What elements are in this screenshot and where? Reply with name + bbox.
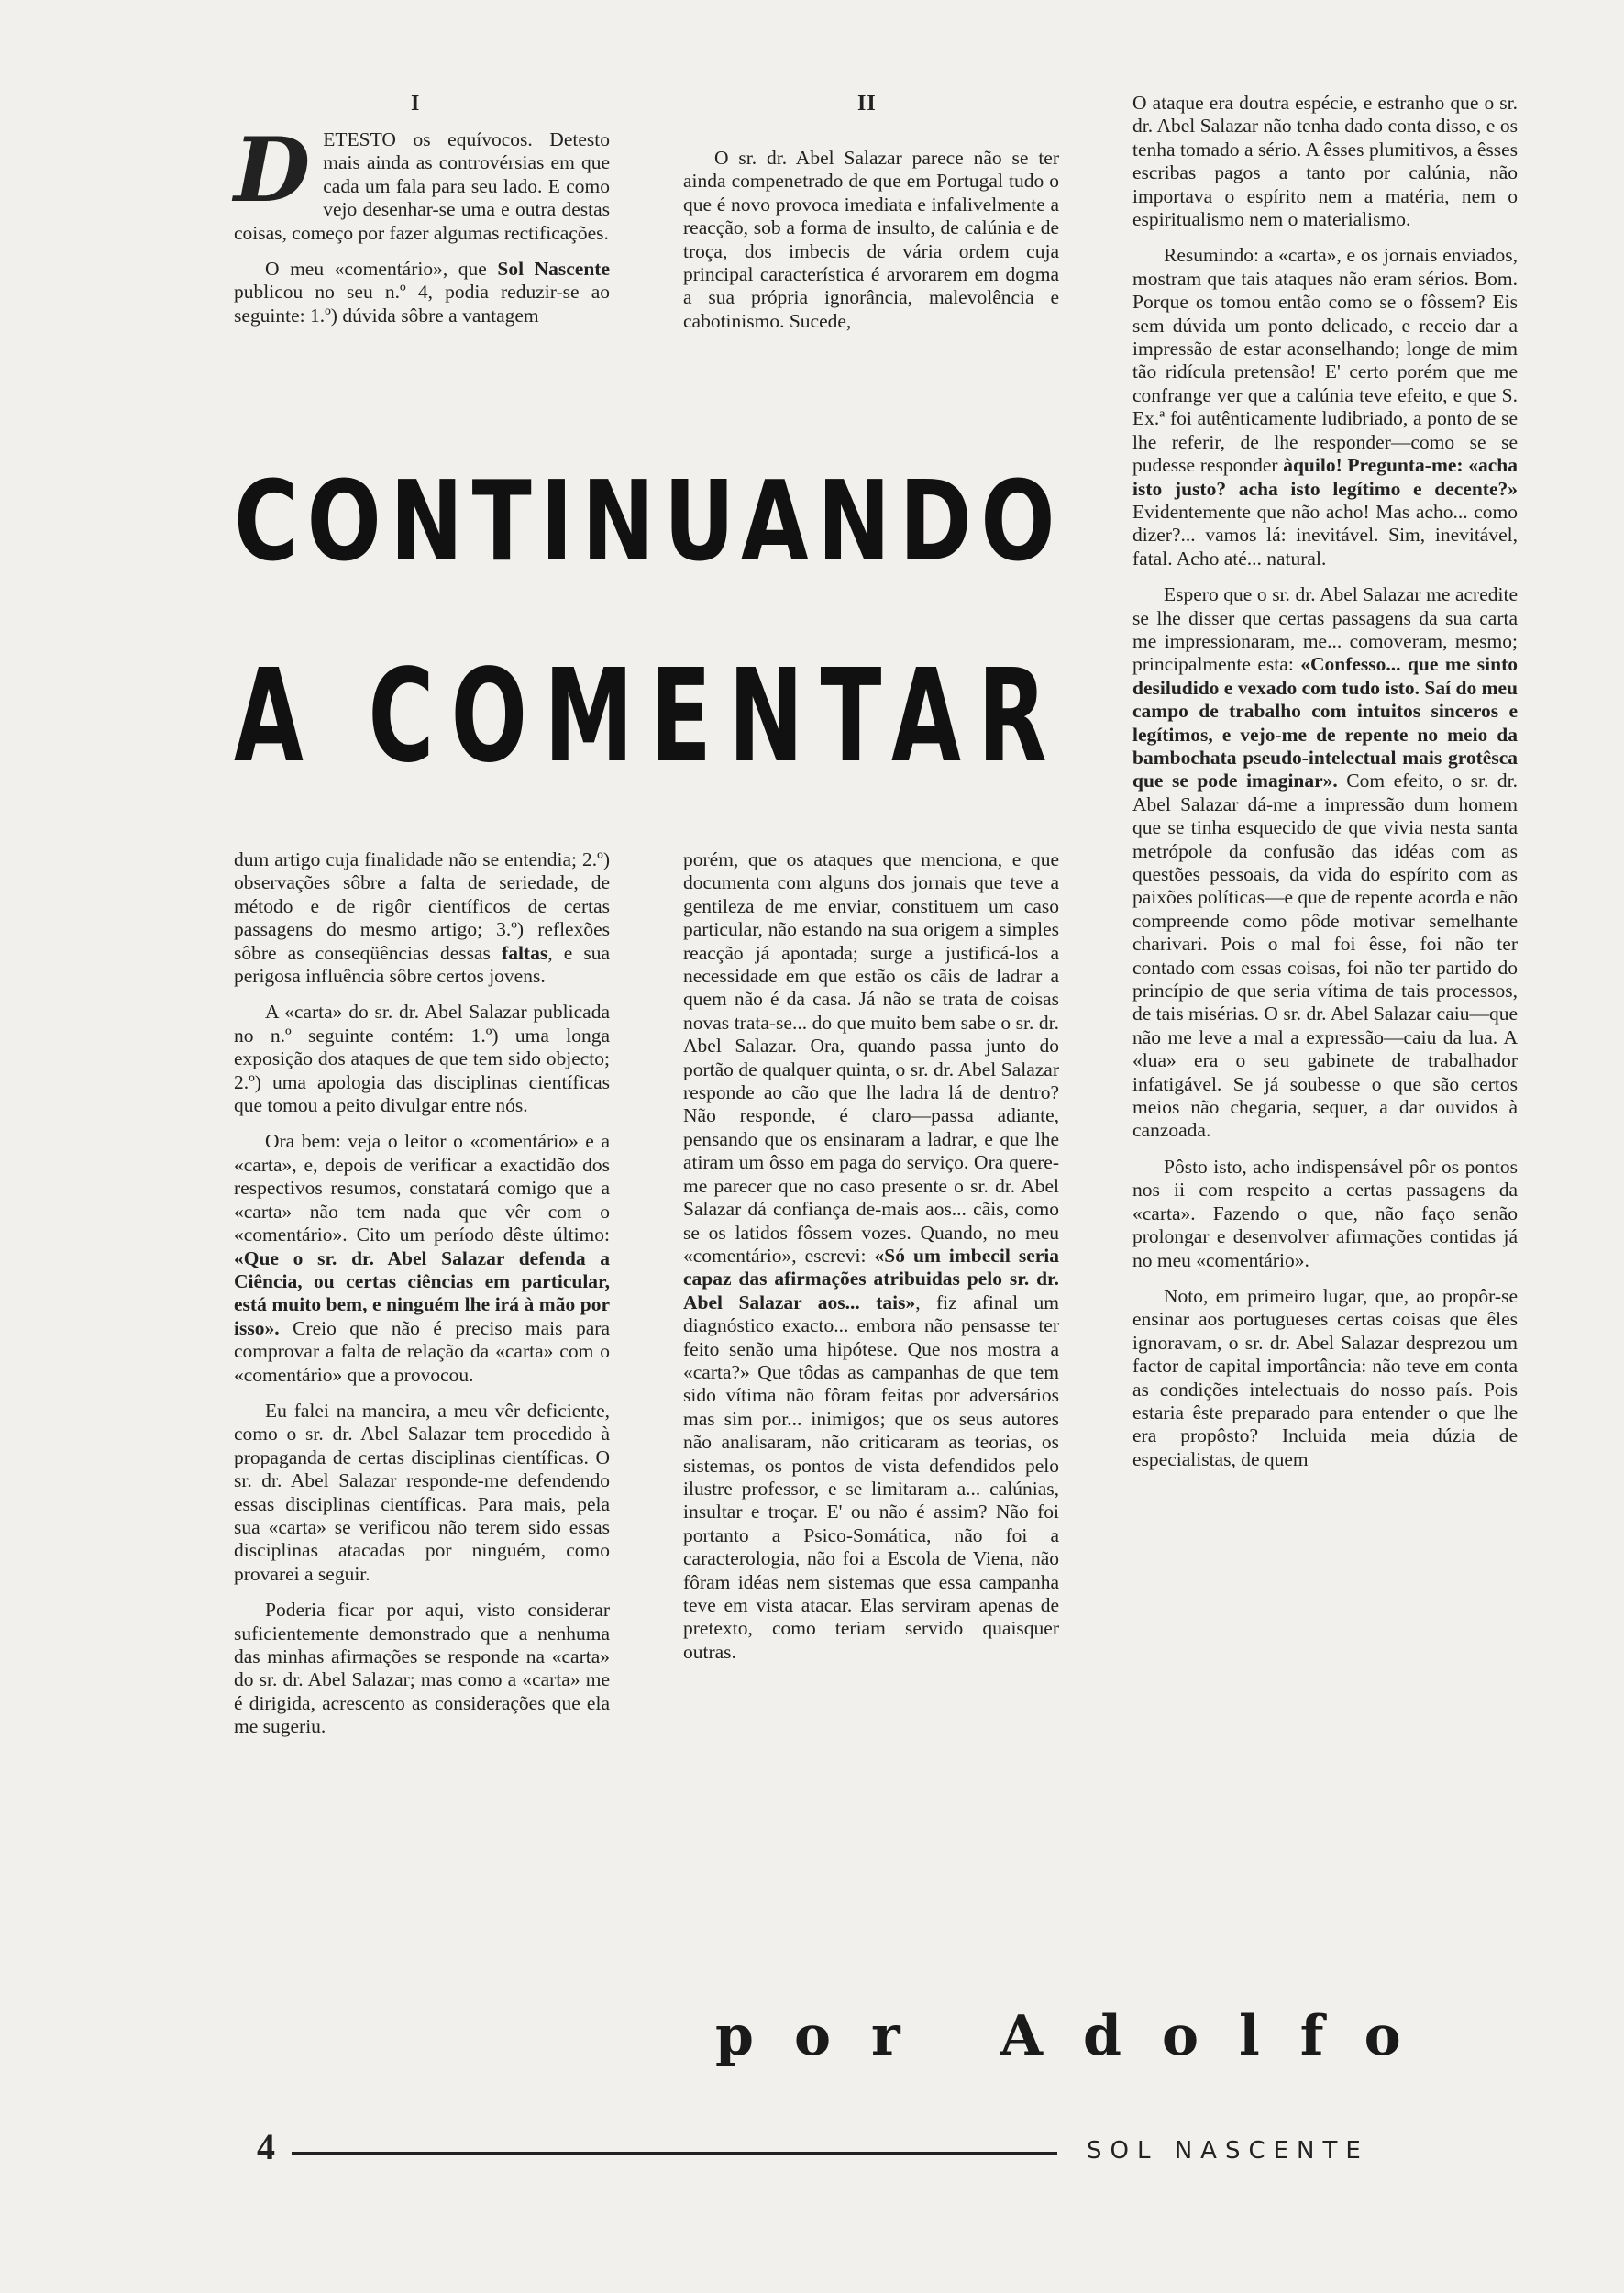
paragraph: Pôsto isto, acho indispensável pôr os pontos nos ii com respeito a certas passagens da «carta». Fazendo o que, não faço senão prolongar e desenvolver afirmações contidas já no meu «comentário». xyxy=(1132,1155,1518,1271)
column-one-bottom xyxy=(234,848,610,1752)
footer-publication-name: SOL NASCENTE xyxy=(1087,2137,1369,2165)
quote: «Só um imbecil seria capaz das afirmações atribuidas pelo sr. dr. Abel Salazar aos... tais» xyxy=(683,1244,1060,1313)
paragraph: dum artigo cuja finalidade não se entendia; 2.º) observações sôbre a falta de seriedade, de método e de rigôr científicos de certas passagens do mesmo artigo; 3.º) reflexões sôbre as conseqüências dessas faltas, e sua perigosa influência sôbre certos jovens. xyxy=(234,848,610,988)
column-two-bottom xyxy=(683,848,1059,1677)
quote: àquilo! Pregunta-me: «acha isto justo? acha isto legítimo e decente?» xyxy=(1132,454,1519,500)
paragraph: Espero que o sr. dr. Abel Salazar me acredite se lhe disser que certas passagens da sua carta me impressionaram, me... comoveram, mesmo; principalmente esta: «Confesso... que me sinto desiludido e vexado com tudo isto. Saí do meu campo de trabalho com intuitos sinceros e legítimos, e vejo-me de repente no meio da bambochata pseudo-intelectual mais grotêsca que se pode imaginar». Com efeito, o sr. dr. Abel Salazar dá-me a impressão dum homem que se tinha esquecido de que vivia nesta santa metrópole da confusão das idéas com as questões pessoais, da vida do espírito com as paixões políticas—e que de repente acorda e não compreende como pôde motivar semelhante charivari. Pois o mal foi êsse, foi não ter contado com essas coisas, foi não ter partido do princípio de que seria vítima de tais processos, de tais misérias. O sr. dr. Abel Salazar caiu—que não me leve a mal a expressão—caiu da lua. A «lua» era o seu gabinete de trabalhador infatigável. Se já soubesse o que são certos meios não chegaria, sequer, a dar ouvidos à canzoada. xyxy=(1132,583,1518,1142)
drop-cap: D xyxy=(234,118,311,222)
paragraph: Ora bem: veja o leitor o «comentário» e a «carta», e, depois de verificar a exactidão dos respectivos resumos, constatará comigo que a «carta» não tem nada que vêr com o «comentário». Cito um período dêste último: «Que o sr. dr. Abel Salazar defenda a Ciência, ou certas ciências em particular, está muito bem, e ninguém lhe irá à mão por isso». Creio que não é preciso mais para comprovar a falta de relação da «carta» com o «comentário» que a provocou. xyxy=(234,1130,610,1386)
publication-name: Sol Nascente xyxy=(497,258,610,281)
column-two-top xyxy=(683,147,1059,346)
paragraph: porém, que os ataques que menciona, e que documenta com alguns dos jornais que teve a gentileza de me enviar, constituem um caso particular, não estando na sua origem a simples reacção já apontada; surge a justificá-los a necessidade em que estão os cãis de ladrar a quem não é da casa. Já não se trata de coisas novas trata-se... do que muito bem sabe o sr. dr. Abel Salazar. Ora, quando passa junto do portão de qualquer quinta, o sr. dr. Abel Salazar responde ao cão que lhe ladra lá de dentro? Não responde, é claro—passa adiante, pensando que os ensinaram a ladrar, e que lhe atiram um ôsso em paga do serviço. Ora quere-me parecer que no caso presente o sr. dr. Abel Salazar dá confiança de-mais aos... cãis, como se os latidos fôssem vozes. Quando, no meu «comentário», escrevi: «Só um imbecil seria capaz das afirmações atribuidas pelo sr. dr. Abel Salazar aos... tais», fiz afinal um diagnóstico exacto... embora não pensasse ter feito senão uma hipótese. Que nos mostra a «carta?» Que tôdas as campanhas de que tem sido vítima não fôram feitas por adversários mas sim por... inimigos; que os seus autores não analisaram, não criticaram as teorias, os sistemas, os pontos de vista defendidos pelo ilustre professor, e se limitaram a... calúnias, insultar e troçar. E' ou não é assim? Não foi portanto a Psico-Somática, não foi a caracterologia, não foi a Escola de Viena, não fôram idéas nem sistemas que essa campanha teve em vista atacar. Elas serviram apenas de pretexto, como teriam servido quaisquer outras. xyxy=(683,848,1060,1663)
paragraph: O sr. dr. Abel Salazar parece não se ter ainda compenetrado de que em Portugal tudo o que é novo provoca imediata e infalivelmente a reacção, sob a forma de insulto, de calúnia e de troça, dos imbecis de vária ordem cuja principal característica é arvorarem em dogma a sua própria ignorância, malevolência e cabotinismo. Sucede, xyxy=(683,147,1059,332)
paragraph: Poderia ficar por aqui, visto considerar suficientemente demonstrado que a nenhuma das minhas afirmações se responde na «carta» do sr. dr. Abel Salazar; mas como a «carta» me é dirigida, acrescento as considerações que ela me sugeriu. xyxy=(234,1599,610,1738)
headline-line-two: A COMENTAR xyxy=(234,642,1064,792)
paragraph: Resumindo: a «carta», e os jornais enviados, mostram que tais ataques não eram sérios. Bom. Porque os tomou então como se o fôssem? Eis sem dúvida um ponto delicado, e receio dar a impressão de estar aconselhando; longe de mim tão ridícula pretensão! E' certo porém que me confrange ver que a calúnia teve efeito, e que S. Ex.ª foi autênticamente ludibriado, a ponto de se lhe referir, de lhe responder—como se se pudesse responder àquilo! Pregunta-me: «acha isto justo? acha isto legítimo e decente?» Evidentemente que não acho! Mas acho... como dizer?... vamos lá: inevitável. Sim, inevitável, fatal. Acho até... natural. xyxy=(1132,244,1519,570)
footer-rule xyxy=(292,2152,1057,2155)
section-number-one: I xyxy=(411,92,421,116)
paragraph: O ataque era doutra espécie, e estranho que o sr. dr. Abel Salazar não tenha dado conta disso, e os tenha tomado a sério. A êsses plumitivos, a êsses escribas pagos a tanto por calúnia, não importava o espírito nem a matéria, nem o espiritualismo nem o materialismo. xyxy=(1132,92,1518,231)
paragraph: A «carta» do sr. dr. Abel Salazar publicada no n.º seguinte contém: 1.º) uma longa exposição dos ataques de que tem sido objecto; 2.º) uma apologia das disciplinas científicas que tomou a peito divulgar entre nós. xyxy=(234,1001,610,1117)
section-number-two: II xyxy=(857,92,877,116)
quote: «Confesso... que me sinto desiludido e vexado com tudo isto. Saí do meu campo de trabalho com intuitos sinceros e legítimos, e vejo-me de repente no meio da bambochata pseudo-intelectual mais grotêsca que se pode imaginar». xyxy=(1132,653,1518,792)
page-number: 4 xyxy=(257,2126,275,2167)
opening-paragraph: DETESTO os equívocos. Detesto mais ainda as controvérsias em que cada um fala para seu lado. E como vejo desenhar-se uma e outra destas coisas, começo por fazer algumas rectificações. xyxy=(234,118,610,244)
column-one-top xyxy=(234,118,610,340)
quote: «Que o sr. dr. Abel Salazar defenda a Ciência, ou certas ciências em particular, está muito bem, e ninguém lhe irá à mão por isso». xyxy=(234,1246,610,1339)
headline-line-one: CONTINUANDO xyxy=(234,459,1065,586)
paragraph: Eu falei na maneira, a meu vêr deficiente, como o sr. dr. Abel Salazar tem procedido à propaganda de certas disciplinas científicas. O sr. dr. Abel Salazar responde-me defendendo essas disciplinas científicas. Para mais, pela sua «carta» se verificou não terem sido essas disciplinas atacadas por ninguém, como provarei a seguir. xyxy=(234,1399,610,1585)
author-byline: por Adolfo xyxy=(715,2004,1442,2068)
paragraph: O meu «comentário», que Sol Nascente publicou no seu n.º 4, podia reduzir-se ao seguinte: 1.º) dúvida sôbre a vantagem xyxy=(234,258,610,327)
column-three xyxy=(1132,92,1518,1484)
paragraph: Noto, em primeiro lugar, que, ao propôr-se ensinar aos portugueses certas coisas que êles ignoravam, o sr. dr. Abel Salazar desprezou um factor de capital importância: não teve em conta as condições intelectuais do nosso país. Pois estaria êste preparado para entender o que lhe era propôsto? Incluida meia dúzia de especialistas, de quem xyxy=(1132,1284,1518,1470)
